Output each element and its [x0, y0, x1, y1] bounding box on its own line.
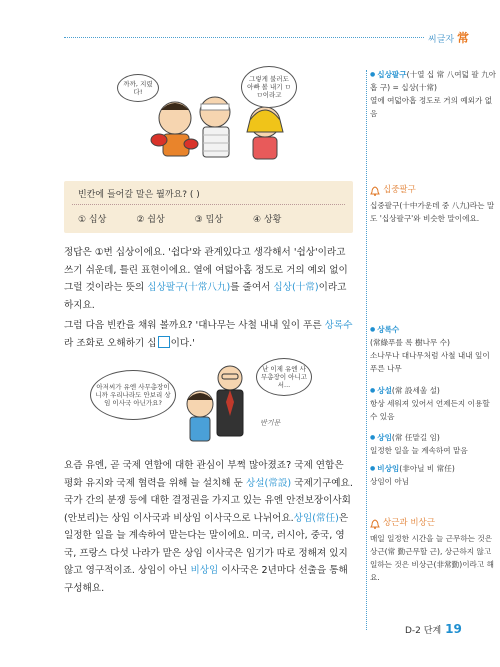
note-title: 십중팔구	[383, 185, 416, 195]
highlight-term: 십상팔구(十常八九)	[147, 282, 231, 293]
def-desc: 소나무나 대나무처럼 사철 내내 잎이 푸른 나무	[370, 351, 490, 373]
sidebar-note-sipjungpalgu	[370, 184, 498, 225]
note-title: 상근과 비상근	[383, 518, 435, 528]
bullet-icon: ●	[370, 326, 376, 333]
cartoon-illustration-1	[95, 60, 315, 170]
quiz-options	[78, 212, 281, 225]
highlight-term: 비상임	[190, 565, 219, 576]
sidebar-def-sangseol	[370, 384, 498, 423]
section-prefix: 씨글자	[428, 35, 455, 45]
sidebar-def-sangim	[370, 431, 498, 457]
paragraph-text: 라 조화로 오해하기 십	[64, 337, 157, 349]
paragraph-text: 은 일정한 일을 늘 계속하여 맡는다는 말이에요. 미국, 러시아, 중국, 영국, 프랑스 다섯 나라가 맡은 상임 이사국은 임기가 따로 정해져 있지 않고 영구적이죠. 상임이 아닌	[64, 512, 349, 576]
paragraph-text: 이라고 하지요.	[64, 282, 347, 311]
note-heading	[370, 517, 498, 530]
speech-bubble-left: 까까, 지렸다!	[117, 74, 159, 102]
highlight-term: 십상(十常)	[273, 282, 319, 293]
quiz-question: 빈칸에 들어갈 말은 뭘까요? ( )	[78, 190, 200, 200]
speech-bubble-boy: 아저씨가 유엔 사무총장이니까 우리나라도 안보리 상임 이사국 아닌가요?	[90, 370, 176, 420]
quiz-option: ① 십상	[78, 215, 107, 225]
paragraph-text: 국제기구예요. 국가 간의 분쟁 등에 대한 결정권을 가지고 있는 유엔 안전보장이사회(안보리)는 상임 이사국과 비상임 이사국으로 나뉘어요.	[64, 477, 353, 524]
bullet-icon: ●	[370, 71, 376, 78]
def-hanja: (常 設세울 설)	[391, 386, 440, 395]
sidebar-def-sipsangpalgu	[370, 68, 498, 120]
paragraph-blank	[64, 317, 354, 352]
def-desc: 상임이 아님	[370, 477, 410, 486]
def-term: 상임	[377, 433, 392, 442]
section-label	[428, 29, 469, 46]
note-body: 십중팔구(十中가운데 중 八九)라는 말도 '십상팔구'와 비슷한 말이에요.	[370, 201, 495, 223]
def-desc: 열에 여덟아홉 정도로 거의 예외가 없음	[370, 96, 493, 118]
bell-icon	[370, 186, 380, 196]
def-desc: 일정한 일을 늘 계속하여 맡음	[370, 446, 468, 455]
bullet-icon: ●	[370, 387, 376, 394]
highlight-term: 상설(常設)	[245, 477, 292, 489]
cartoon-illustration-2	[90, 356, 350, 451]
speech-bubble-man: 난 이제 유엔 사무총장이 아니고서...	[256, 358, 312, 396]
quiz-option: ③ 밉상	[194, 215, 223, 225]
def-term: 비상임	[377, 464, 400, 473]
bell-icon	[370, 519, 380, 529]
sidebar-divider	[366, 70, 367, 630]
def-term: 십상팔구	[377, 70, 407, 79]
highlight-term: 상임(常任)	[293, 512, 339, 524]
sidebar-note-sanggeun	[370, 517, 498, 584]
quiz-option: ② 쉽상	[136, 215, 165, 225]
def-term: 상설	[377, 386, 392, 395]
quiz-option: ④ 상황	[252, 215, 282, 225]
paragraph-un	[64, 457, 354, 597]
paragraph-text: 를 줄여서	[230, 282, 274, 293]
paragraph-text: 요즘 유엔, 곧 국제 연합에 대한 관심이 부쩍 많아졌죠? 국제 연합은 평화 유지와 국제 협력을 위해 늘 설치해 둔	[64, 460, 344, 489]
bullet-icon: ●	[370, 434, 376, 441]
note-heading	[370, 184, 498, 197]
def-desc: 항상 세워져 있어서 언제든지 이용할 수 있음	[370, 399, 490, 421]
bullet-icon: ●	[370, 465, 376, 472]
paragraph-text: 이사국은 2년마다 선출을 통해 구성해요.	[64, 565, 348, 594]
note-body: 매일 일정한 시간을 늘 근무하는 것은 상근(常 勤근무할 근), 상근하지 않고 일하는 것은 비상근(非常勤)이라고 해요.	[370, 534, 494, 582]
page-footer	[405, 622, 462, 636]
def-hanja: (非아닐 비 常任)	[399, 464, 455, 473]
level-label: D-2 단계	[405, 626, 442, 636]
highlight-term: 상록수	[324, 320, 353, 331]
def-hanja: (常綠푸를 록 樹나무 수)	[370, 338, 450, 347]
paragraph-text: 그럼 다음 빈칸을 채워 볼까요? '대나무는 사철 내내 잎이 푸른	[64, 320, 325, 331]
sidebar-def-sangnoksu	[370, 323, 498, 375]
section-hanja: 常	[456, 31, 469, 45]
def-term: 상록수	[377, 325, 400, 334]
def-hanja: (十열 십 常 八여덟 팔 九아홉 구) = 십상(十常)	[370, 70, 497, 92]
header-rule	[64, 37, 424, 38]
quiz-divider	[72, 204, 345, 205]
quiz-box	[64, 181, 353, 233]
speech-bubble-right: 그렇게 불러도 아빠 볼 내기 ㅁㅁ이라고	[241, 66, 297, 108]
paragraph-text: 이다.'	[170, 337, 195, 349]
sidebar-def-bisangim	[370, 462, 498, 488]
paragraph-answer	[64, 244, 354, 314]
blank-box	[158, 336, 170, 348]
paragraph-text: 정답은 ①번 십상이에요. '쉽다'와 관계있다고 생각해서 '쉽상'이라고 쓰기 쉬운데, 틀린 표현이에요. 열에 여덟아홉 정도로 거의 예외 없이 그럴 것이라는 뜻의	[64, 247, 348, 293]
def-hanja: (常 任맡길 임)	[391, 433, 440, 442]
signature-caption: 반기문	[260, 419, 281, 427]
page-number: 19	[445, 622, 462, 636]
